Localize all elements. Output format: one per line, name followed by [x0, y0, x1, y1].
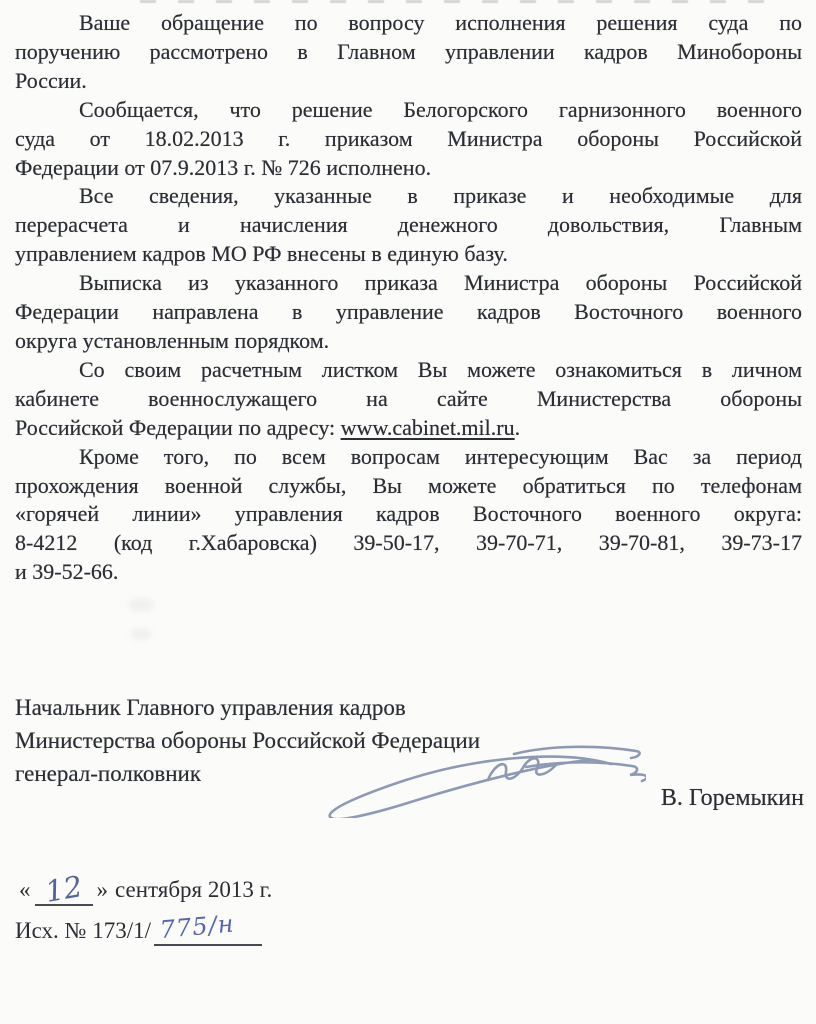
paragraph	[15, 182, 802, 269]
signer-rank-line: генерал-полковник	[15, 760, 202, 786]
text-line: перерасчета и начисления денежного довольствия, Главным	[15, 212, 802, 238]
text-line: и 39-52-66.	[15, 559, 119, 585]
text-line: Ваше обращение по вопросу исполнения решения суда по	[79, 10, 802, 35]
signer-name: В. Горемыкин	[660, 785, 804, 811]
open-quote: «	[19, 877, 31, 902]
website-link[interactable]: www.cabinet.mil.ru	[340, 414, 515, 440]
text-line: Федерации от 07.9.2013 г. № 726 исполнено.	[15, 154, 432, 180]
text-line: Кроме того, по всем вопросам интересующим Вас за период	[79, 443, 802, 469]
scan-artifact	[140, 0, 770, 3]
handwritten-ref-field	[154, 909, 262, 946]
handwritten-day: 12	[42, 869, 85, 909]
text-line: Федерации направлена в управление кадров Восточного военного	[15, 299, 802, 325]
text-line: Со своим расчетным листком Вы можете ознакомиться в личном	[79, 356, 802, 382]
handwritten-day-field	[35, 869, 93, 909]
date-line	[19, 869, 273, 909]
paragraph	[15, 9, 802, 96]
paragraph	[15, 269, 802, 356]
text-line: Российской Федерации по адресу: www.cabinet.mil.ru.	[15, 414, 521, 440]
date-suffix: сентября 2013 г.	[115, 877, 273, 902]
text-line: Сообщается, что решение Белогорского гарнизонного военного	[79, 96, 802, 122]
text-line: поручению рассмотрено в Главном управлении кадров Минобороны	[15, 38, 802, 64]
letter-body	[15, 9, 802, 587]
text-line: «горячей линии» управления кадров Восточного военного округа:	[15, 501, 802, 527]
text-line: России.	[15, 67, 87, 93]
scan-smudge	[128, 598, 154, 612]
paragraph	[15, 443, 802, 588]
text-line: кабинете военнослужащего на сайте Министерства обороны	[15, 385, 802, 411]
signer-position-line-1: Начальник Главного управления кадров	[15, 695, 406, 720]
reference-label: Исх. № 173/1/	[15, 918, 151, 943]
text-line: 8-4212 (код г.Хабаровска) 39-50-17, 39-70-71, 39-70-81, 39-73-17	[15, 530, 802, 556]
reference-line	[15, 909, 262, 946]
paragraph	[15, 96, 802, 183]
paragraph	[15, 356, 802, 443]
text-line: округа установленным порядком.	[15, 327, 330, 353]
text-line: Выписка из указанного приказа Министра обороны Российской	[79, 270, 802, 296]
text-line: суда от 18.02.2013 г. приказом Министра обороны Российской	[15, 125, 802, 151]
scan-smudge	[130, 628, 152, 640]
signer-position-line-2: Министерства обороны Российской Федерации	[15, 727, 481, 753]
handwritten-signature-icon	[318, 736, 646, 818]
text-line: Все сведения, указанные в приказе и необходимые для	[79, 183, 802, 209]
text-line: управлением кадров МО РФ внесены в единую базу.	[15, 241, 508, 267]
handwritten-ref-number: 775/н	[158, 909, 236, 944]
text-line: прохождения военной службы, Вы можете обратиться по телефонам	[15, 472, 802, 498]
close-quote: »	[96, 877, 108, 902]
